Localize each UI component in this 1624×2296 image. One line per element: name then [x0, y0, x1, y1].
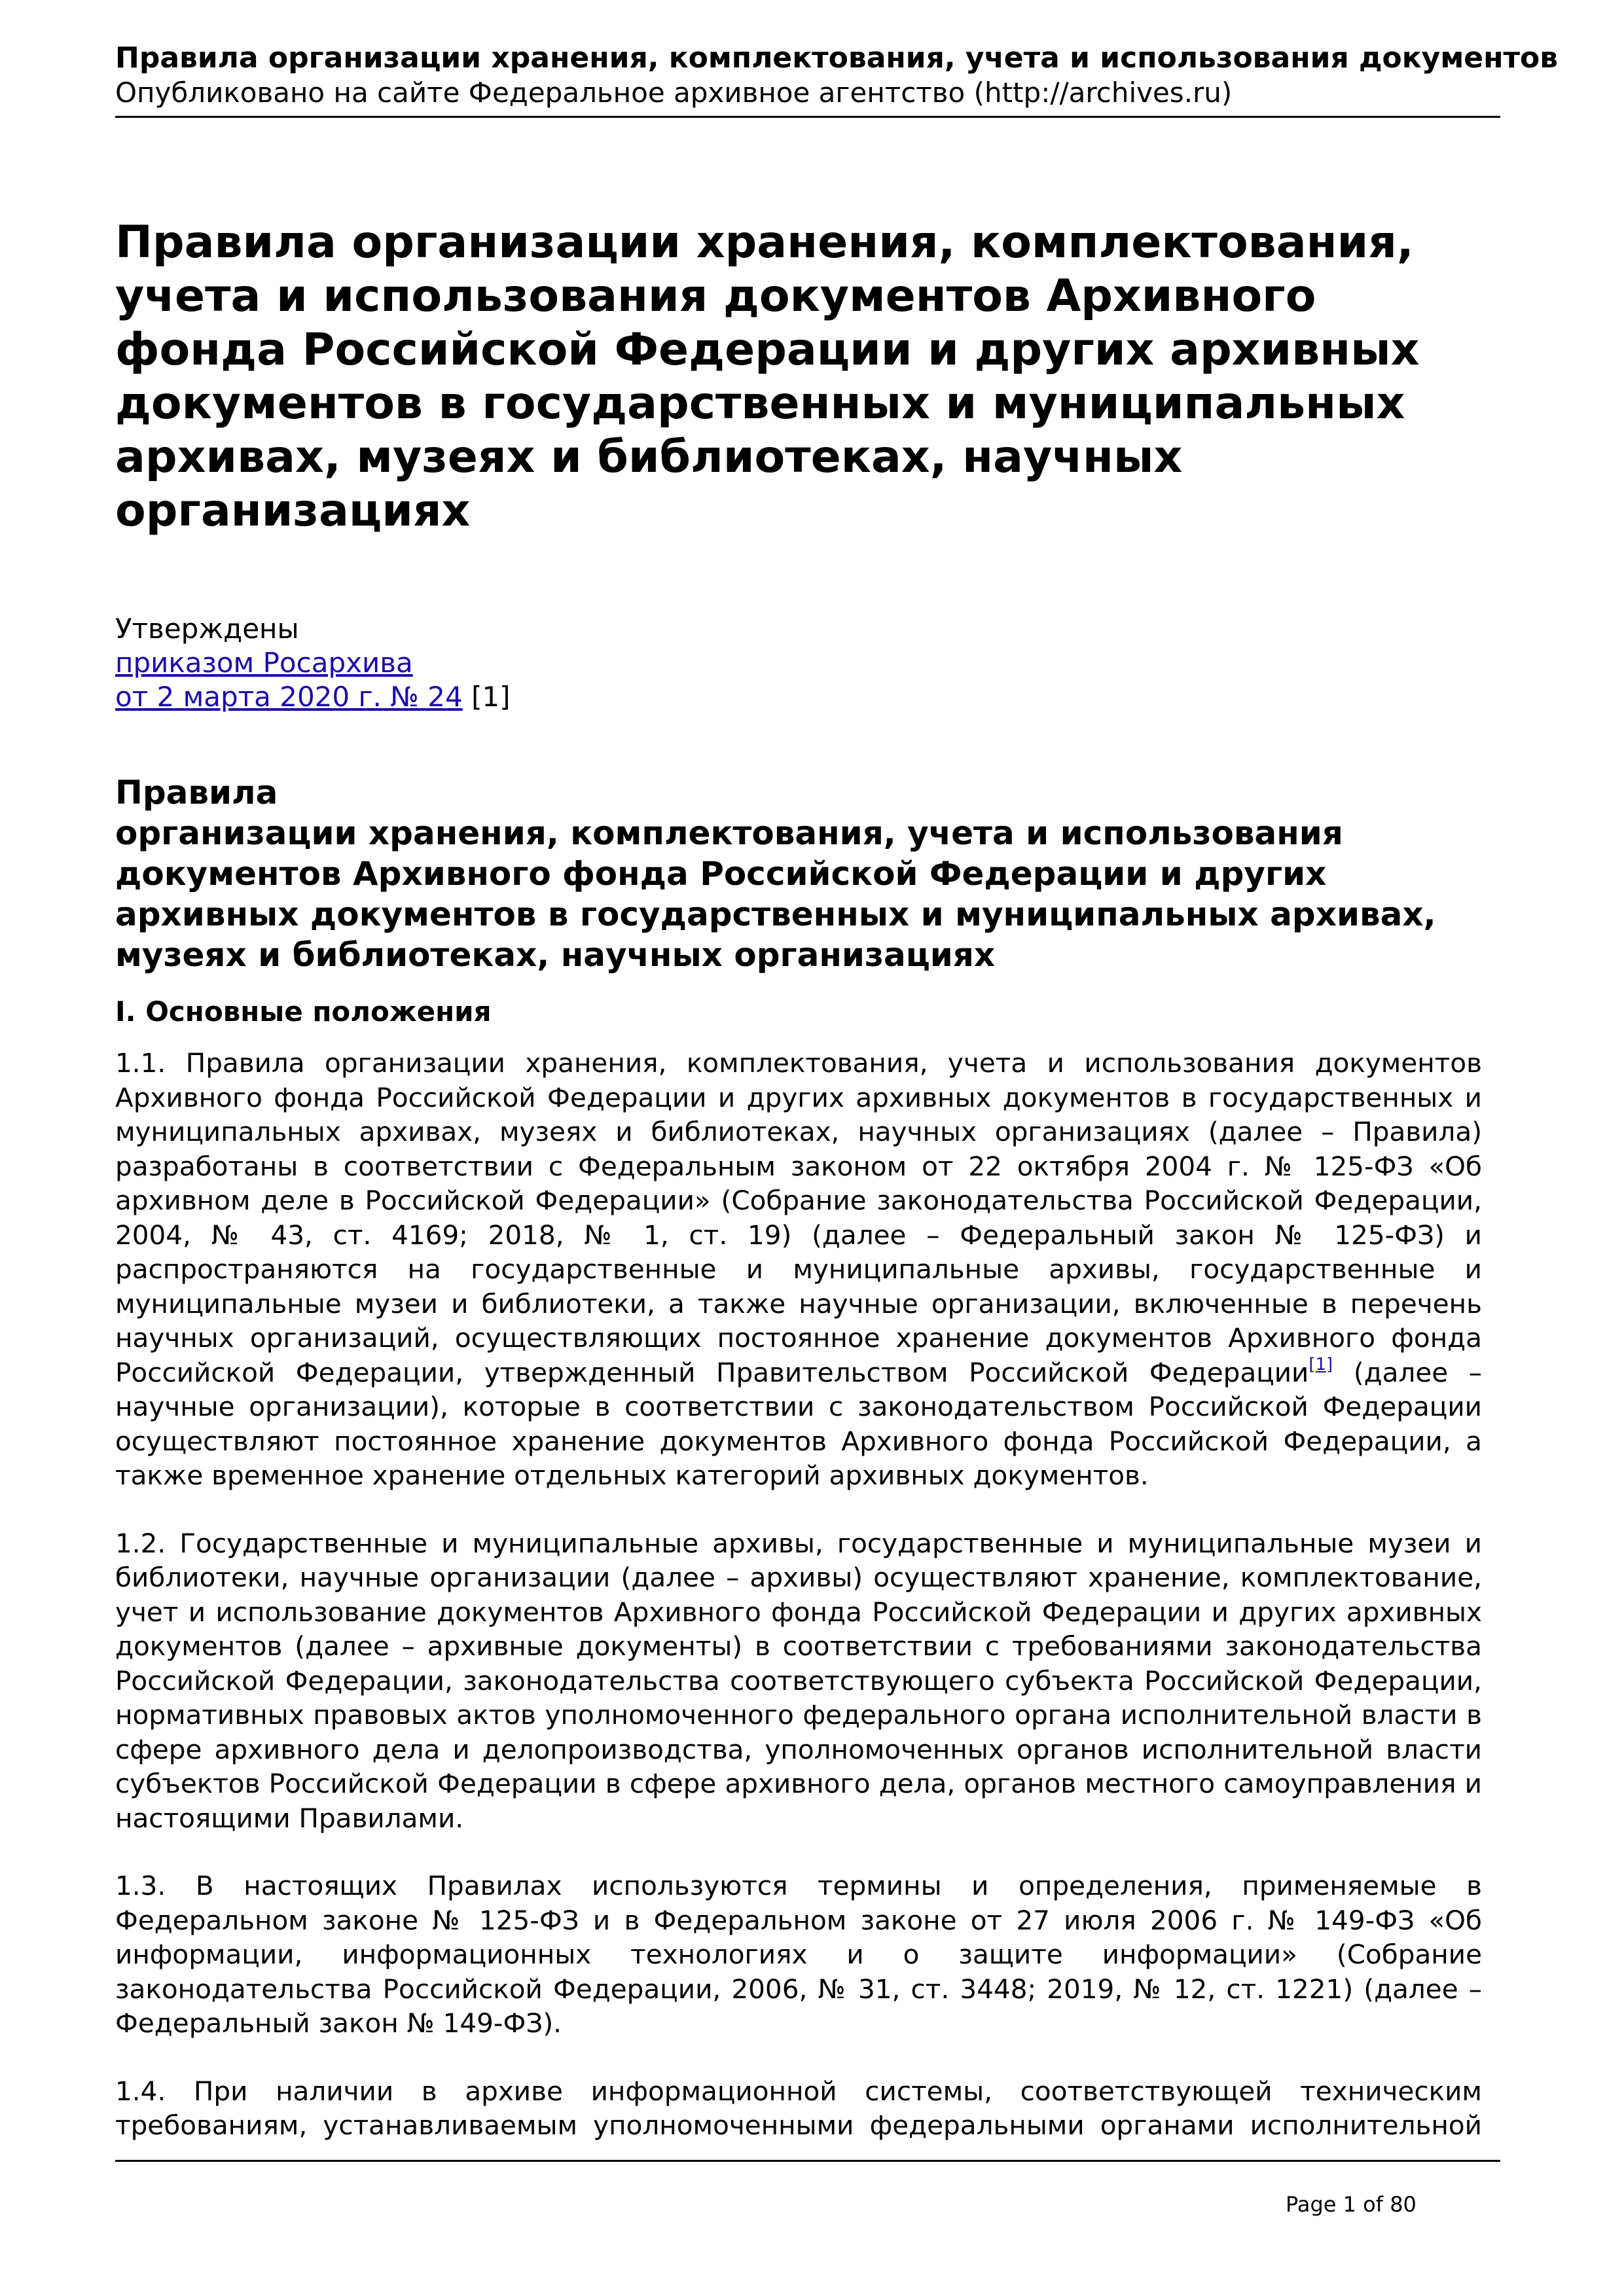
paragraph-1-1-text: 1.1. Правила организации хранения, комплектования, учета и использования документов Архивного фонда Российской Федерации и других архивных документов в государственных и муниципальных архивах, музеях и библиотеках, научных организациях (далее – Правила) разработаны в соответствии с Федеральным законом от 22 октября 2004 г. № 125-ФЗ «Об архивном деле в Российской Федерации» (Собрание законодательства Российской Федерации, 2004, № 43, ст. 4169; 2018, № 1, ст. 19) (далее – Федеральный закон № 125-ФЗ) и распространяются на государственные и муниципальные архивы, государственные и муниципальные музеи и библиотеки, а также научные организации, включенные в перечень научных организаций, осуществляющих постоянное хранение документов Архивного фонда Российской Федерации, утвержденный Правительством Российской Федерации: [115, 1047, 1482, 1388]
approval-date-line: [115, 680, 511, 714]
approval-note-ref: [1]: [471, 681, 511, 713]
order-link[interactable]: приказом Росархива: [115, 647, 413, 679]
header-divider: [115, 116, 1500, 118]
order-date-link[interactable]: от 2 марта 2020 г. № 24: [115, 681, 463, 713]
document-title: Правила организации хранения, комплектования, учета и использования документов Архивного фонда Российской Федерации и других архивных документов в государственных и муниципальных архивах, музеях и библиотеках, научных организациях: [115, 217, 1420, 537]
rules-subtitle-rest: организации хранения, комплектования, учета и использования документов Архивного фонда Российской Федерации и других архивных документов в государственных и муниципальных архивах, музеях и библиотеках, научных организациях: [115, 814, 1436, 974]
paragraph-1-1-text-cont: (далее – научные организации), которые в соответствии с законодательством Российской Федерации осуществляют постоянное хранение документов Архивного фонда Российской Федерации, а также временное хранение отдельных категорий архивных документов.: [115, 1356, 1483, 1491]
paragraph-1-4: 1.4. При наличии в архиве информационной системы, соответствующей техническим требованиям, устанавливаемым уполномоченными федеральными органами исполнительной: [115, 2075, 1482, 2141]
approval-block: [115, 612, 511, 714]
page-number: Page 1 of 80: [1286, 2192, 1416, 2217]
rules-subtitle: [115, 772, 1500, 975]
header-title: Правила организации хранения, комплектования, учета и использования документов: [115, 41, 1559, 75]
footnote-ref: [1308, 1355, 1333, 1374]
running-header: [115, 41, 1624, 110]
rules-subtitle-line1: Правила: [115, 774, 278, 812]
body-text: [115, 1046, 1482, 2176]
header-published-line: Опубликовано на сайте Федеральное архивное агентство (http://archives.ru): [115, 77, 1233, 109]
footer-divider: [115, 2160, 1500, 2162]
footnote-link[interactable]: [1]: [1308, 1354, 1333, 1374]
paragraph-1-2: 1.2. Государственные и муниципальные архивы, государственные и муниципальные музеи и библиотеки, научные организации (далее – архивы) осуществляют хранение, комплектование, учет и использование документов Архивного фонда Российской Федерации и других архивных документов (далее – архивные документы) в соответствии с требованиями законодательства Российской Федерации, законодательства соответствующего субъекта Российской Федерации, нормативных правовых актов уполномоченного федерального органа исполнительной власти в сфере архивного дела и делопроизводства, уполномоченных органов исполнительной власти субъектов Российской Федерации в сфере архивного дела, органов местного самоуправления и настоящими Правилами.: [115, 1527, 1482, 1834]
paragraph-1-1: [115, 1046, 1482, 1493]
section-heading: I. Основные положения: [115, 996, 492, 1028]
paragraph-1-3: 1.3. В настоящих Правилах используются термины и определения, применяемые в Федеральном законе № 125-ФЗ и в Федеральном законе от 27 июля 2006 г. № 149-ФЗ «Об информации, информационных технологиях и о защите информации» (Собрание законодательства Российской Федерации, 2006, № 31, ст. 3448; 2019, № 12, ст. 1221) (далее – Федеральный закон № 149-ФЗ).: [115, 1870, 1482, 2039]
approval-label: Утверждены: [115, 613, 299, 645]
